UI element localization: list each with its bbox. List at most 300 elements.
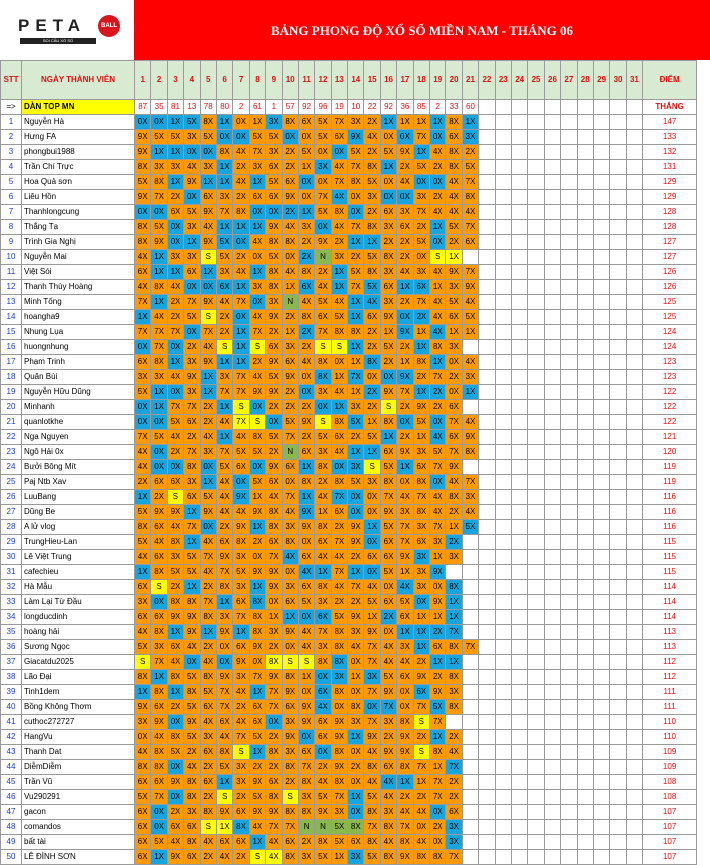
- day-result-cell: 0X: [397, 700, 413, 715]
- row-number: 49: [1, 835, 22, 850]
- day-result-cell: [495, 205, 511, 220]
- day-result-cell: 6X: [282, 595, 298, 610]
- day-result-cell: 1X: [348, 340, 364, 355]
- day-result-cell: [495, 775, 511, 790]
- day-result-cell: [561, 730, 577, 745]
- day-result-cell: 0X: [167, 790, 183, 805]
- day-result-cell: [528, 670, 544, 685]
- day-result-cell: 9X: [266, 565, 282, 580]
- day-result-cell: 8X: [266, 265, 282, 280]
- member-name: LuuBang: [22, 490, 135, 505]
- day-result-cell: 4X: [298, 355, 314, 370]
- row-number: 42: [1, 730, 22, 745]
- day-result-cell: [528, 250, 544, 265]
- table-row[interactable]: [1, 580, 697, 595]
- day-result-cell: 8X: [167, 670, 183, 685]
- day-result-cell: 8X: [348, 700, 364, 715]
- day-result-cell: [593, 130, 609, 145]
- table-row[interactable]: [1, 460, 697, 475]
- day-result-cell: [479, 490, 495, 505]
- day-result-cell: 1X: [135, 490, 151, 505]
- day-result-cell: [479, 580, 495, 595]
- day-result-cell: [561, 850, 577, 865]
- day-result-cell: 8X: [249, 595, 265, 610]
- top-row-score: THẮNG: [643, 100, 697, 115]
- day-result-cell: 0X: [282, 565, 298, 580]
- day-result-cell: 1X: [397, 625, 413, 640]
- day-result-cell: 2X: [397, 340, 413, 355]
- day-result-cell: [528, 505, 544, 520]
- row-number: 46: [1, 790, 22, 805]
- row-number: 11: [1, 265, 22, 280]
- day-result-cell: 9X: [135, 190, 151, 205]
- day-result-cell: 9X: [397, 745, 413, 760]
- day-result-cell: 2X: [397, 400, 413, 415]
- day-result-cell: 0X: [233, 310, 249, 325]
- day-result-cell: 6X: [446, 430, 462, 445]
- day-result-cell: [544, 175, 560, 190]
- day-result-cell: 1X: [249, 115, 265, 130]
- day-result-cell: 0X: [184, 190, 200, 205]
- member-score: 107: [643, 820, 697, 835]
- table-row[interactable]: [1, 160, 697, 175]
- day-result-cell: 8X: [233, 820, 249, 835]
- member-score: 122: [643, 385, 697, 400]
- member-name: gacon: [22, 805, 135, 820]
- day-result-cell: 2X: [233, 250, 249, 265]
- day-result-cell: [495, 355, 511, 370]
- day-result-cell: [528, 460, 544, 475]
- day-result-cell: [495, 490, 511, 505]
- day-result-cell: [593, 265, 609, 280]
- day-result-cell: [544, 130, 560, 145]
- day-result-cell: 8X: [331, 655, 347, 670]
- day-result-cell: [577, 580, 593, 595]
- table-row[interactable]: [1, 415, 697, 430]
- day-result-cell: 1X: [249, 685, 265, 700]
- day-result-cell: [511, 115, 527, 130]
- table-row[interactable]: [1, 640, 697, 655]
- table-row[interactable]: [1, 190, 697, 205]
- top-pick-value: 92: [380, 100, 396, 115]
- day-result-cell: 7X: [135, 325, 151, 340]
- day-result-cell: 3X: [282, 340, 298, 355]
- day-result-cell: [561, 625, 577, 640]
- day-result-cell: [544, 775, 560, 790]
- day-result-cell: 4X: [135, 550, 151, 565]
- day-result-cell: 9X: [216, 670, 232, 685]
- top-pick-value: 13: [184, 100, 200, 115]
- table-row[interactable]: [1, 565, 697, 580]
- day-result-cell: 1X: [184, 580, 200, 595]
- day-result-cell: 7X: [184, 400, 200, 415]
- day-result-cell: 4X: [397, 580, 413, 595]
- day-result-cell: 6X: [364, 310, 380, 325]
- day-result-cell: 2X: [200, 415, 216, 430]
- day-result-cell: 8X: [298, 805, 314, 820]
- day-result-cell: [544, 400, 560, 415]
- day-result-cell: [528, 265, 544, 280]
- day-result-cell: [479, 700, 495, 715]
- table-row[interactable]: [1, 400, 697, 415]
- table-row[interactable]: [1, 340, 697, 355]
- table-row[interactable]: [1, 730, 697, 745]
- day-result-cell: [479, 250, 495, 265]
- day-result-cell: 0X: [282, 475, 298, 490]
- day-result-cell: 7X: [184, 445, 200, 460]
- day-result-cell: [528, 625, 544, 640]
- day-result-cell: 0X: [397, 685, 413, 700]
- day-result-cell: [511, 310, 527, 325]
- day-result-cell: [561, 175, 577, 190]
- day-result-cell: 9X: [266, 580, 282, 595]
- table-row[interactable]: [1, 310, 697, 325]
- day-result-cell: 2X: [298, 430, 314, 445]
- day-result-cell: [544, 700, 560, 715]
- day-result-cell: 9X: [233, 655, 249, 670]
- table-row[interactable]: [1, 745, 697, 760]
- day-result-cell: [544, 790, 560, 805]
- day-result-cell: 5X: [462, 310, 478, 325]
- table-row[interactable]: [1, 685, 697, 700]
- table-row[interactable]: [1, 445, 697, 460]
- table-row[interactable]: [1, 385, 697, 400]
- day-result-cell: 7X: [167, 400, 183, 415]
- table-row[interactable]: [1, 490, 697, 505]
- day-result-cell: 1X: [151, 385, 167, 400]
- day-result-cell: [577, 565, 593, 580]
- day-result-cell: 3X: [135, 595, 151, 610]
- table-row[interactable]: [1, 835, 697, 850]
- day-result-cell: 4X: [167, 835, 183, 850]
- day-result-cell: [626, 385, 642, 400]
- day-result-cell: 4X: [430, 265, 446, 280]
- table-row[interactable]: [1, 550, 697, 565]
- table-row[interactable]: [1, 250, 697, 265]
- day-result-cell: [544, 535, 560, 550]
- table-row[interactable]: [1, 145, 697, 160]
- table-header-row: [1, 61, 697, 100]
- day-result-cell: 6X: [184, 415, 200, 430]
- day-result-cell: [610, 250, 626, 265]
- day-result-cell: 5X: [249, 130, 265, 145]
- day-result-cell: 2X: [184, 430, 200, 445]
- table-row[interactable]: [1, 235, 697, 250]
- member-score: 114: [643, 580, 697, 595]
- day-result-cell: [495, 310, 511, 325]
- day-result-cell: 3X: [266, 625, 282, 640]
- day-result-cell: [462, 805, 478, 820]
- day-result-cell: 7X: [331, 790, 347, 805]
- day-result-cell: 9X: [397, 850, 413, 865]
- day-result-cell: [561, 265, 577, 280]
- day-result-cell: [561, 385, 577, 400]
- table-row[interactable]: [1, 820, 697, 835]
- day-result-cell: 4X: [135, 625, 151, 640]
- table-row[interactable]: [1, 295, 697, 310]
- day-result-cell: 0X: [348, 190, 364, 205]
- day-result-cell: [593, 220, 609, 235]
- table-row[interactable]: [1, 850, 697, 865]
- day-result-cell: [577, 115, 593, 130]
- table-row[interactable]: [1, 205, 697, 220]
- day-result-cell: 2X: [364, 385, 380, 400]
- day-result-cell: 0X: [430, 475, 446, 490]
- day-result-cell: 2X: [348, 430, 364, 445]
- day-result-cell: 8X: [397, 835, 413, 850]
- day-result-cell: 2X: [282, 310, 298, 325]
- table-row[interactable]: [1, 520, 697, 535]
- member-name: Nguyễn Mai: [22, 250, 135, 265]
- day-result-cell: 5X: [233, 565, 249, 580]
- day-result-cell: 4X: [364, 745, 380, 760]
- day-result-cell: [511, 520, 527, 535]
- day-result-cell: 0X: [364, 535, 380, 550]
- day-result-cell: 6X: [135, 265, 151, 280]
- day-result-cell: 0X: [249, 250, 265, 265]
- day-result-cell: 2X: [446, 775, 462, 790]
- day-result-cell: [528, 415, 544, 430]
- table-row[interactable]: [1, 505, 697, 520]
- day-result-cell: 5X: [446, 220, 462, 235]
- day-result-cell: [528, 730, 544, 745]
- day-result-cell: 2X: [184, 745, 200, 760]
- day-result-cell: [577, 805, 593, 820]
- member-name: longducdinh: [22, 610, 135, 625]
- day-result-cell: [577, 160, 593, 175]
- day-result-cell: [561, 130, 577, 145]
- table-row[interactable]: [1, 475, 697, 490]
- day-result-cell: 1X: [413, 625, 429, 640]
- day-result-cell: [610, 565, 626, 580]
- day-result-cell: 4X: [167, 430, 183, 445]
- table-row[interactable]: [1, 370, 697, 385]
- day-result-cell: 7X: [364, 685, 380, 700]
- day-result-cell: 6X: [135, 820, 151, 835]
- day-result-cell: 0X: [266, 415, 282, 430]
- day-result-cell: S: [249, 415, 265, 430]
- day-result-cell: [610, 760, 626, 775]
- day-result-cell: [479, 235, 495, 250]
- day-header: 14: [348, 61, 364, 100]
- day-result-cell: 0X: [151, 415, 167, 430]
- day-result-cell: 4X: [216, 490, 232, 505]
- day-result-cell: [528, 490, 544, 505]
- day-result-cell: 7X: [282, 820, 298, 835]
- day-result-cell: 0X: [151, 115, 167, 130]
- day-result-cell: S: [315, 340, 331, 355]
- day-result-cell: 6X: [298, 580, 314, 595]
- day-result-cell: [479, 550, 495, 565]
- day-result-cell: 6X: [200, 700, 216, 715]
- day-result-cell: 1X: [249, 835, 265, 850]
- day-result-cell: 4X: [380, 655, 396, 670]
- day-result-cell: [626, 115, 642, 130]
- day-result-cell: 3X: [151, 160, 167, 175]
- member-name: Hoa Quả sơn: [22, 175, 135, 190]
- day-result-cell: 4X: [233, 145, 249, 160]
- day-result-cell: 1X: [315, 565, 331, 580]
- day-result-cell: 7X: [233, 610, 249, 625]
- table-row[interactable]: [1, 115, 697, 130]
- day-result-cell: [593, 175, 609, 190]
- day-result-cell: 8X: [413, 850, 429, 865]
- day-result-cell: 8X: [184, 835, 200, 850]
- table-row[interactable]: [1, 655, 697, 670]
- day-result-cell: 1X: [200, 475, 216, 490]
- day-result-cell: 3X: [282, 520, 298, 535]
- day-result-cell: [610, 370, 626, 385]
- day-result-cell: [577, 655, 593, 670]
- row-number: 47: [1, 805, 22, 820]
- day-result-cell: 1X: [135, 685, 151, 700]
- day-result-cell: [528, 475, 544, 490]
- table-row[interactable]: [1, 625, 697, 640]
- day-result-cell: 4X: [462, 355, 478, 370]
- day-result-cell: [511, 280, 527, 295]
- table-row[interactable]: [1, 355, 697, 370]
- day-result-cell: [528, 715, 544, 730]
- day-result-cell: 5X: [266, 430, 282, 445]
- table-row[interactable]: [1, 595, 697, 610]
- day-result-cell: 9X: [462, 430, 478, 445]
- day-result-cell: 8X: [200, 670, 216, 685]
- day-result-cell: 5X: [413, 160, 429, 175]
- table-row[interactable]: [1, 130, 697, 145]
- day-result-cell: 5X: [348, 475, 364, 490]
- table-row[interactable]: [1, 790, 697, 805]
- day-result-cell: [479, 460, 495, 475]
- top-pick-value: 80: [216, 100, 232, 115]
- day-header: 23: [495, 61, 511, 100]
- day-result-cell: 9X: [184, 370, 200, 385]
- day-result-cell: [626, 310, 642, 325]
- table-row[interactable]: [1, 325, 697, 340]
- day-result-cell: 5X: [167, 130, 183, 145]
- member-score: 114: [643, 610, 697, 625]
- day-result-cell: [544, 580, 560, 595]
- table-row[interactable]: [1, 775, 697, 790]
- day-result-cell: 9X: [298, 715, 314, 730]
- day-result-cell: 8X: [135, 220, 151, 235]
- day-result-cell: [495, 220, 511, 235]
- day-result-cell: 0X: [184, 280, 200, 295]
- day-result-cell: 5X: [282, 415, 298, 430]
- table-row[interactable]: [1, 265, 697, 280]
- day-header: 17: [397, 61, 413, 100]
- member-score: 107: [643, 805, 697, 820]
- day-result-cell: [626, 805, 642, 820]
- day-result-cell: 1X: [348, 670, 364, 685]
- day-result-cell: 0X: [430, 130, 446, 145]
- day-result-cell: 2X: [249, 535, 265, 550]
- day-result-cell: [495, 265, 511, 280]
- day-result-cell: [511, 730, 527, 745]
- day-result-cell: 0X: [282, 250, 298, 265]
- table-row[interactable]: [1, 715, 697, 730]
- member-score: 112: [643, 655, 697, 670]
- table-row[interactable]: [1, 805, 697, 820]
- day-result-cell: 5X: [462, 520, 478, 535]
- day-result-cell: [626, 520, 642, 535]
- table-row[interactable]: [1, 535, 697, 550]
- day-result-cell: 0X: [184, 655, 200, 670]
- day-result-cell: 6X: [298, 115, 314, 130]
- table-row[interactable]: [1, 280, 697, 295]
- day-result-cell: 3X: [348, 625, 364, 640]
- day-result-cell: [462, 595, 478, 610]
- day-result-cell: [511, 790, 527, 805]
- table-row[interactable]: [1, 700, 697, 715]
- table-row[interactable]: [1, 670, 697, 685]
- day-result-cell: 8X: [249, 610, 265, 625]
- day-result-cell: [626, 670, 642, 685]
- day-result-cell: 4X: [266, 850, 282, 865]
- day-result-cell: 9X: [233, 520, 249, 535]
- day-result-cell: 2X: [331, 595, 347, 610]
- day-result-cell: [593, 415, 609, 430]
- day-result-cell: 2X: [167, 295, 183, 310]
- member-score: 115: [643, 565, 697, 580]
- day-result-cell: 9X: [216, 625, 232, 640]
- day-result-cell: 1X: [216, 400, 232, 415]
- day-result-cell: 8X: [446, 145, 462, 160]
- day-result-cell: [610, 625, 626, 640]
- day-result-cell: [495, 745, 511, 760]
- day-result-cell: 7X: [430, 370, 446, 385]
- row-number: 5: [1, 175, 22, 190]
- day-result-cell: 5X: [364, 280, 380, 295]
- day-result-cell: [544, 235, 560, 250]
- day-result-cell: [626, 475, 642, 490]
- row-number: 16: [1, 340, 22, 355]
- day-header: 20: [446, 61, 462, 100]
- day-result-cell: [479, 445, 495, 460]
- day-result-cell: 1X: [298, 160, 314, 175]
- day-result-cell: 9X: [413, 400, 429, 415]
- day-result-cell: [626, 445, 642, 460]
- table-row[interactable]: [1, 430, 697, 445]
- day-result-cell: 1X: [397, 355, 413, 370]
- day-result-cell: [528, 580, 544, 595]
- day-result-cell: [561, 565, 577, 580]
- day-result-cell: 1X: [151, 670, 167, 685]
- day-result-cell: 5X: [364, 790, 380, 805]
- day-result-cell: [462, 460, 478, 475]
- day-result-cell: [561, 280, 577, 295]
- day-result-cell: [528, 655, 544, 670]
- table-row[interactable]: [1, 760, 697, 775]
- day-result-cell: 2X: [364, 325, 380, 340]
- member-name: Giacatdu2025: [22, 655, 135, 670]
- day-result-cell: 4X: [430, 490, 446, 505]
- day-result-cell: 4X: [315, 775, 331, 790]
- day-result-cell: 7X: [151, 790, 167, 805]
- day-result-cell: 6X: [167, 205, 183, 220]
- day-result-cell: 7X: [462, 175, 478, 190]
- day-result-cell: 9X: [184, 175, 200, 190]
- table-row[interactable]: [1, 175, 697, 190]
- day-result-cell: [495, 580, 511, 595]
- day-result-cell: 1X: [348, 235, 364, 250]
- day-result-cell: 9X: [397, 445, 413, 460]
- table-row[interactable]: [1, 610, 697, 625]
- table-row[interactable]: [1, 220, 697, 235]
- day-result-cell: [528, 745, 544, 760]
- day-result-cell: [593, 670, 609, 685]
- day-result-cell: 2X: [200, 580, 216, 595]
- day-result-cell: 0X: [348, 205, 364, 220]
